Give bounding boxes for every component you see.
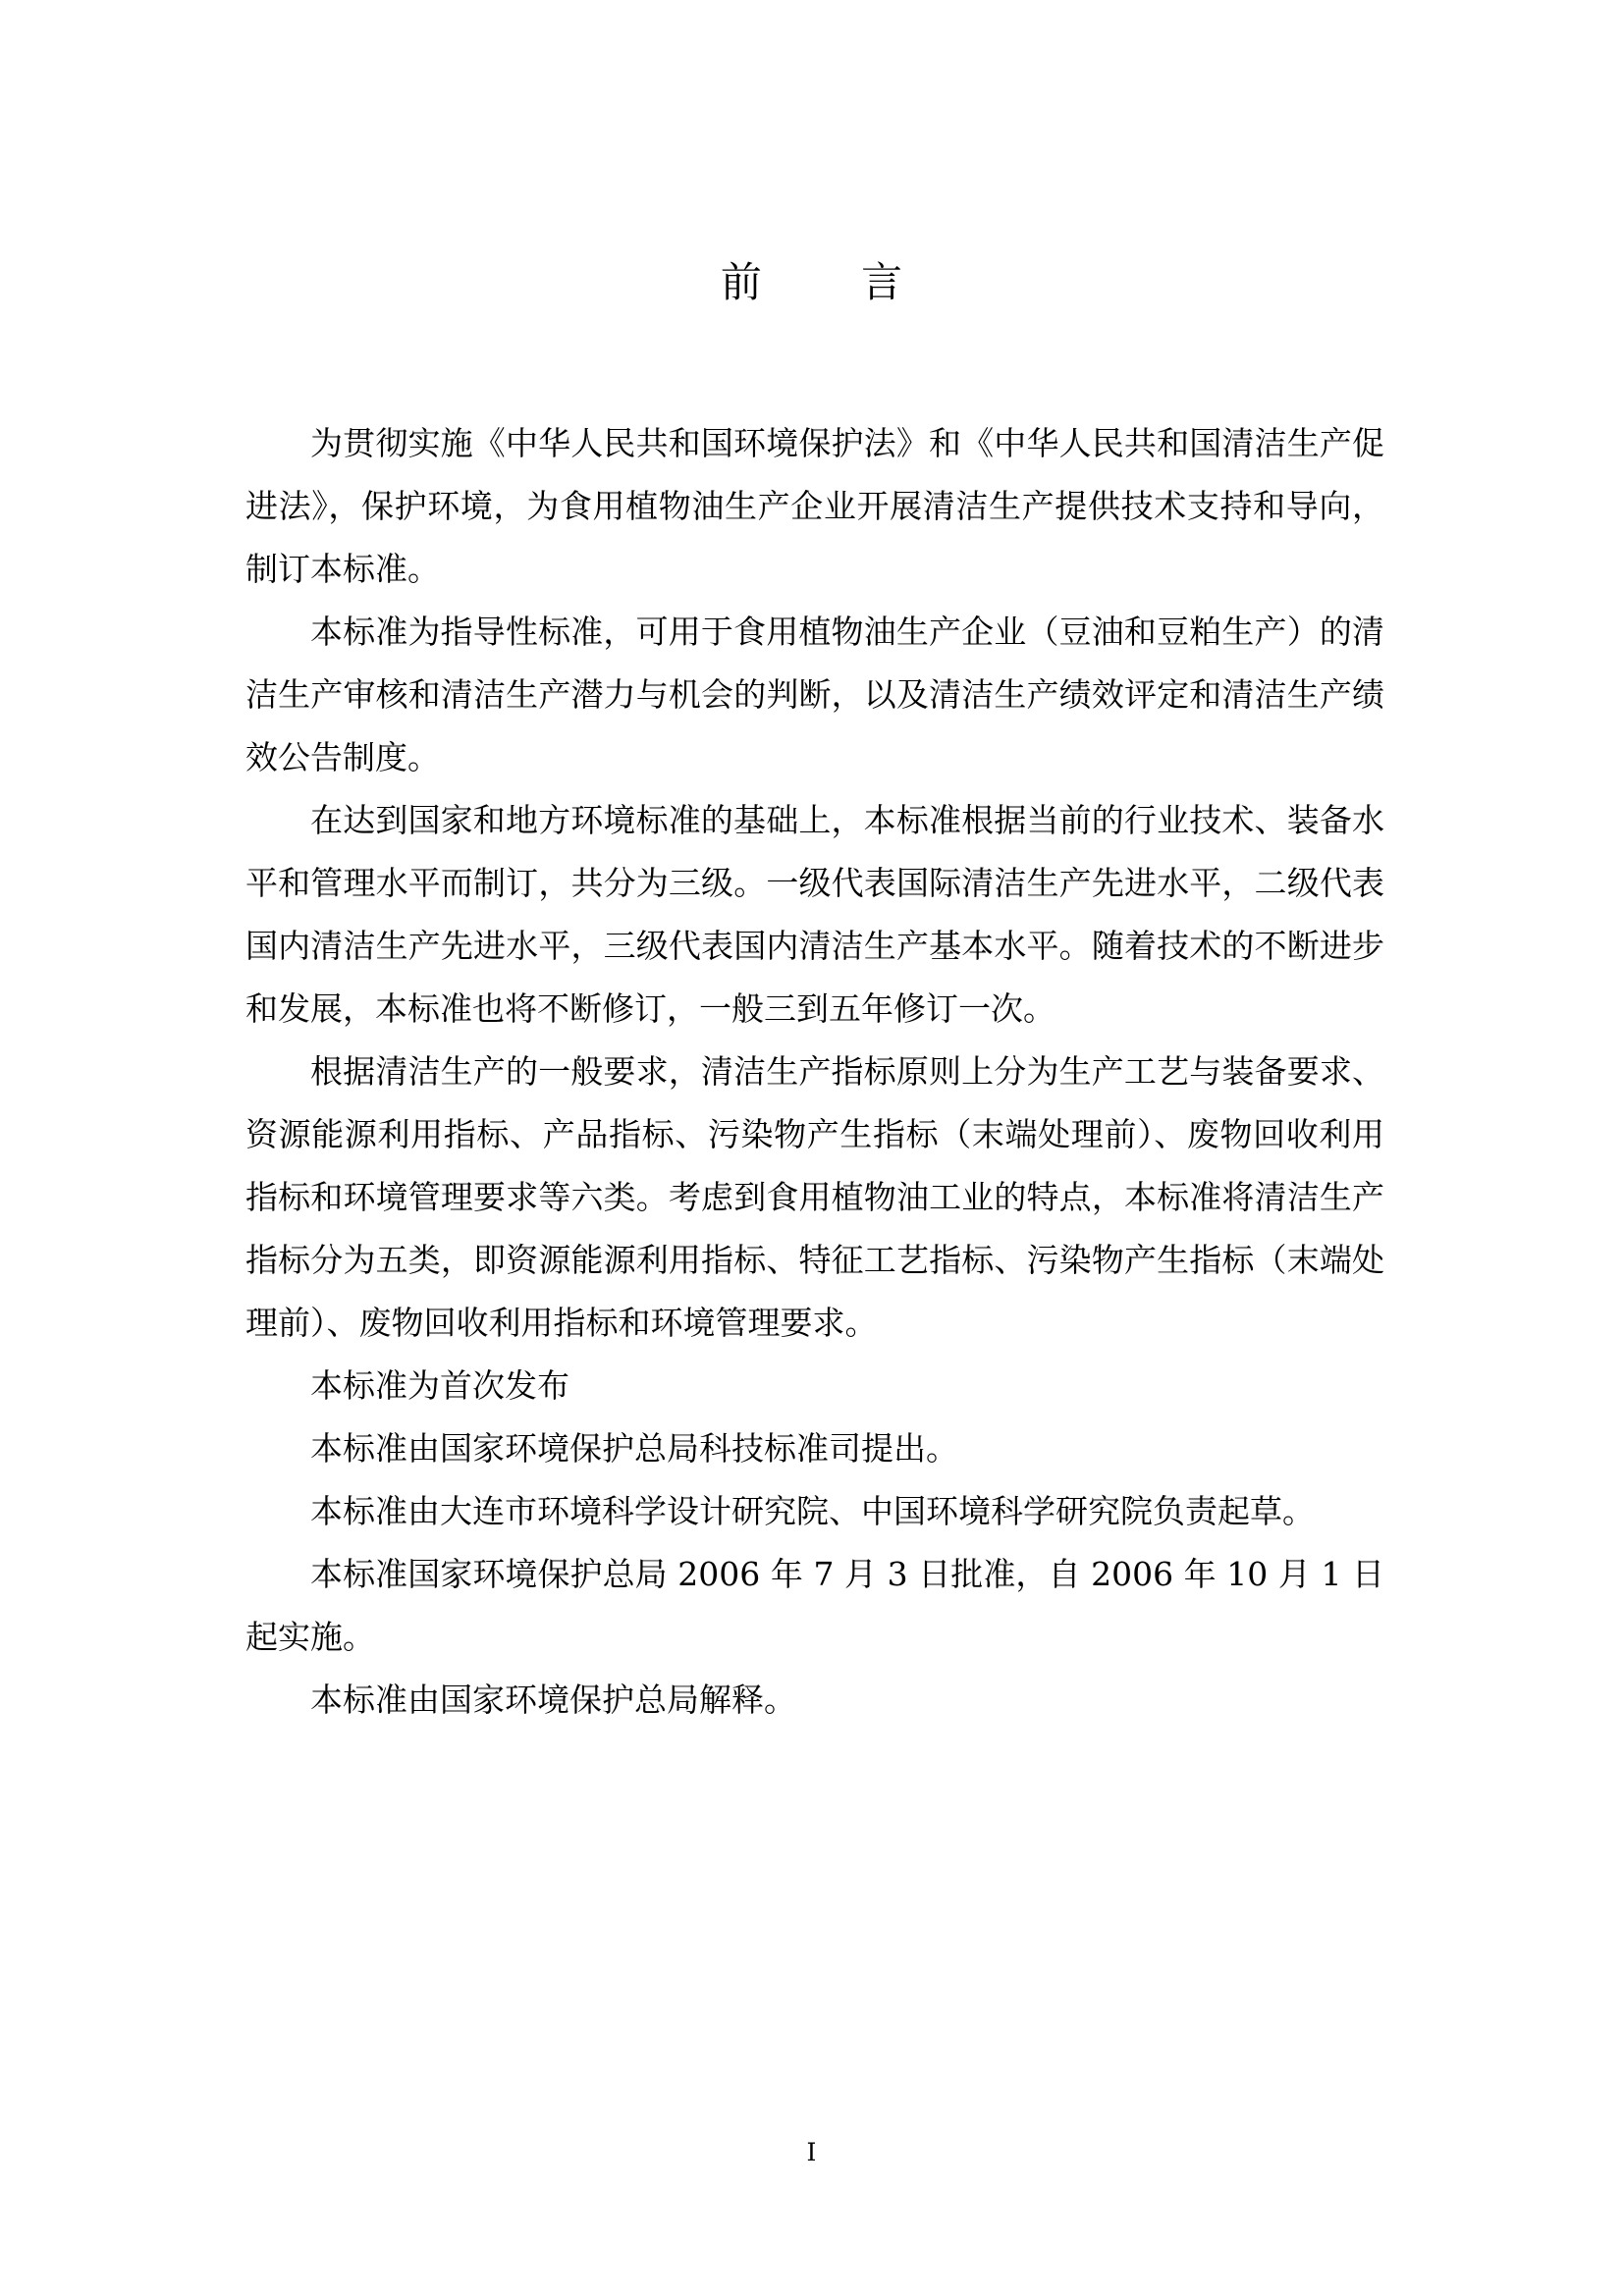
paragraph-levels: 在达到国家和地方环境标准的基础上，本标准根据当前的行业技术、装备水平和管理水平而制订，共分为三级。一级代表国际清洁生产先进水平，二级代表国内清洁生产先进水平，三级代表国内清洁生产基本水平。随着技术的不断进步和发展，本标准也将不断修订，一般三到五年修订一次。 <box>245 801 1384 1028</box>
paragraph-approval: 本标准国家环境保护总局 2006 年 7 月 3 日批准，自 2006 年 10 月 1 日起实施。 <box>245 1555 1384 1656</box>
paragraph-purpose: 为贯彻实施《中华人民共和国环境保护法》和《中华人民共和国清洁生产促进法》，保护环境，为食用植物油生产企业开展清洁生产提供技术支持和导向，制订本标准。 <box>245 424 1384 588</box>
paragraph-scope: 本标准为指导性标准，可用于食用植物油生产企业（豆油和豆粕生产）的清洁生产审核和清洁生产潜力与机会的判断，以及清洁生产绩效评定和清洁生产绩效公告制度。 <box>245 613 1384 776</box>
paragraph-indicators: 根据清洁生产的一般要求，清洁生产指标原则上分为生产工艺与装备要求、资源能源利用指标、产品指标、污染物产生指标（末端处理前）、废物回收利用指标和环境管理要求等六类。考虑到食用植物油工业的特点，本标准将清洁生产指标分为五类，即资源能源利用指标、特征工艺指标、污染物产生指标（末端处理前）、废物回收利用指标和环境管理要求。 <box>245 1052 1384 1342</box>
paragraph-drafters: 本标准由大连市环境科学设计研究院、中国环境科学研究院负责起草。 <box>310 1492 1315 1530</box>
page-title: 前 言 <box>720 258 947 306</box>
paragraph-interpretation: 本标准由国家环境保护总局解释。 <box>310 1681 796 1719</box>
document-body <box>245 412 1384 1732</box>
paragraph-first-release: 本标准为首次发布 <box>310 1366 569 1405</box>
page-number: I <box>806 2138 817 2166</box>
paragraph-proposer: 本标准由国家环境保护总局科技标准司提出。 <box>310 1429 958 1468</box>
